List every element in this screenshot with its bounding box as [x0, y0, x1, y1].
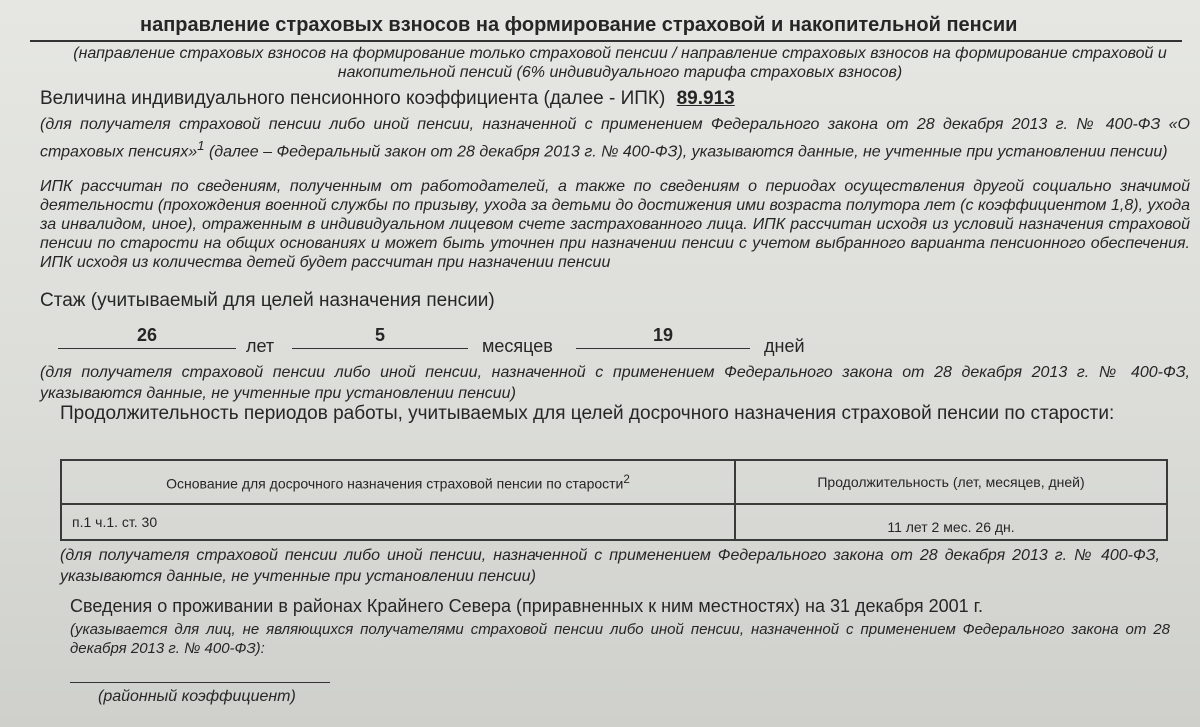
row-duration-cell: 11 лет 2 мес. 26 дн.: [735, 504, 1167, 540]
ipk-note: [40, 114, 1190, 162]
col-header-basis: [61, 460, 735, 504]
ipk-value: 89.913: [676, 88, 735, 109]
stazh-days-unit: дней: [764, 336, 805, 356]
north-title: Сведения о проживании в районах Крайнего Севера (приравненных к ним местностях) на 31 декабря 2001 г.: [70, 596, 984, 616]
ipk-row: [40, 88, 735, 110]
doc-title: направление страховых взносов на формирование страховой и накопительной пенсии: [140, 14, 1018, 36]
col-header-basis-text: Основание для досрочного назначения страховой пенсии по старости: [166, 475, 624, 492]
stazh-months-unit: месяцев: [482, 336, 553, 356]
early-periods-title: Продолжительность периодов работы, учитываемых для целей досрочного назначения страховой пенсии по старости:: [60, 403, 1115, 424]
coefficient-line: [70, 682, 330, 683]
footnote-mark: 1: [197, 138, 205, 153]
early-periods-table: [60, 459, 1168, 541]
stazh-days-field: 19: [576, 322, 750, 349]
stazh-note: (для получателя страховой пенсии либо иной пенсии, назначенной с применением Федерального закона от 28 декабря 2013 г. № 400-ФЗ, указываются данные, не учтенные при установлении пенсии): [40, 364, 1190, 402]
col-header-basis-mark: 2: [623, 472, 630, 486]
stazh-years-unit: лет: [246, 336, 275, 356]
title-underline: [30, 40, 1182, 42]
row-basis-cell: п.1 ч.1. ст. 30: [61, 504, 735, 540]
stazh-label: Стаж (учитываемый для целей назначения пенсии): [40, 290, 495, 311]
stazh-months-field: 5: [292, 322, 468, 349]
doc-subtitle: (направление страховых взносов на формирование только страховой пенсии / направление страховых взносов на формирование страховой и накопительной пенсий (6% индивидуального тарифа страховых взносов): [73, 45, 1167, 81]
ipk-note-part2: (далее – Федеральный закон от 28 декабря 2013 г. № 400-ФЗ), указываются данные, не учтенные при установлении пенсии): [204, 143, 1168, 161]
table-row: [61, 504, 1167, 540]
early-note: (для получателя страховой пенсии либо иной пенсии, назначенной с применением Федерального закона от 28 декабря 2013 г. № 400-ФЗ, указываются данные, не учтенные при установлении пенсии): [60, 547, 1160, 585]
ipk-label: Величина индивидуального пенсионного коэффициента (далее - ИПК): [40, 88, 666, 109]
north-note: (указывается для лиц, не являющихся получателями страховой пенсии либо иной пенсии, назначенной с применением Федерального закона от 28 декабря 2013 г. № 400-ФЗ):: [70, 621, 1170, 657]
coefficient-label: (районный коэффициент): [98, 688, 296, 705]
stazh-years-field: 26: [58, 322, 236, 349]
ipk-note-part1: (для получателя страховой пенсии либо иной пенсии, назначенной с применением Федерального закона от 28 декабря 2013 г. № 400-ФЗ «О страховых пенсиях»: [40, 116, 1190, 161]
table-header-row: [61, 460, 1167, 504]
col-header-duration: Продолжительность (лет, месяцев, дней): [735, 460, 1167, 504]
ipk-calculation-note: ИПК рассчитан по сведениям, полученным от работодателей, а также по сведениям о периодах осуществления другой социально значимой деятельности (прохождения военной службы по призыву, ухода за детьми до достижения ими возраста полутора лет (с коэффициентом 1,8), ухода за инвалидом, иное), отраженным в индивидуальном лицевом счете застрахованного лица. ИПК рассчитан исходя из условий назначения страховой пенсии по старости на общих основаниях и может быть уточнен при назначении пенсии с учетом выбранного варианта пенсионного обеспечения. ИПК исходя из количества детей будет рассчитан при назначении пенсии: [40, 178, 1190, 271]
